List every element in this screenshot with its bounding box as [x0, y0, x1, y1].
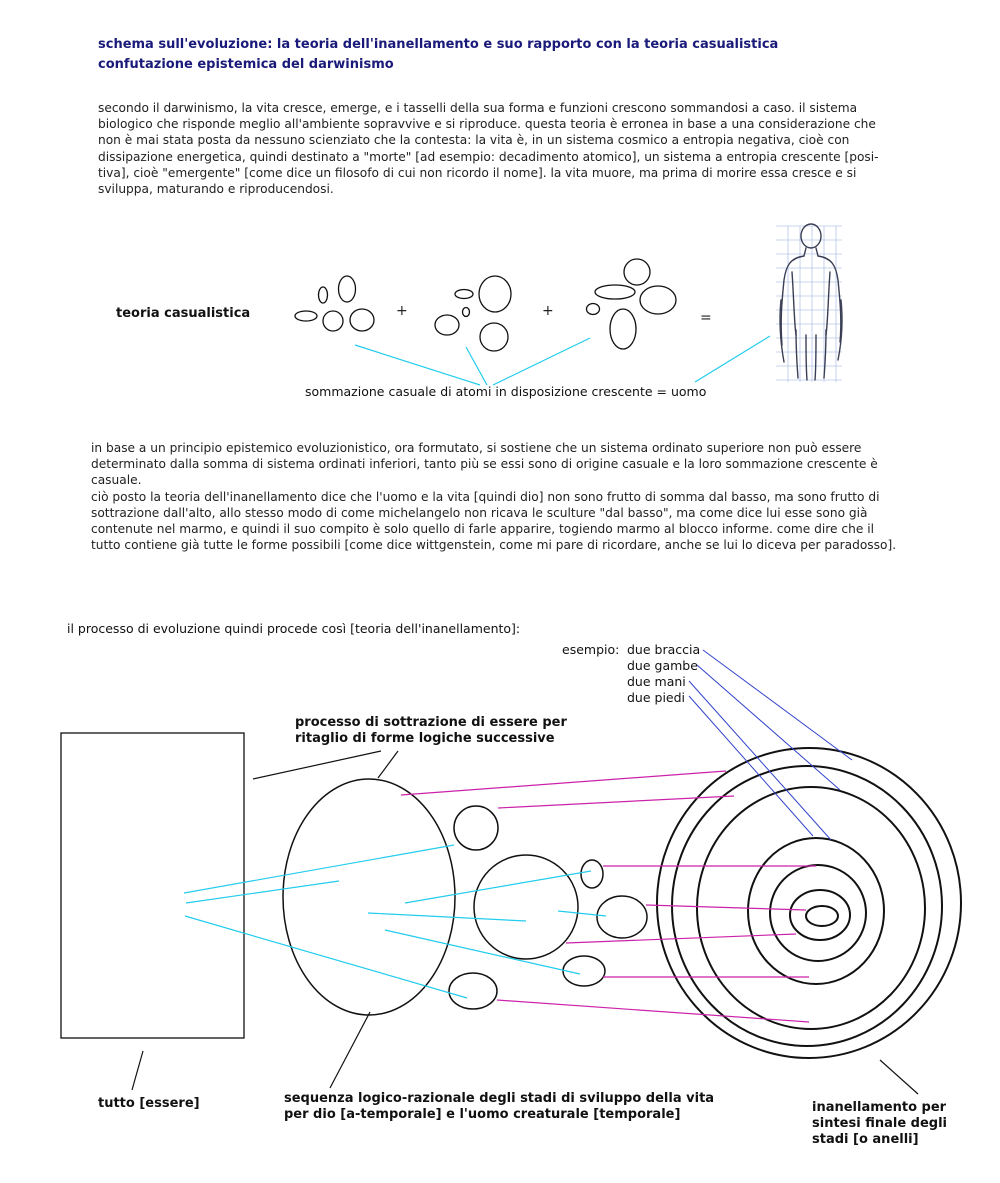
- casualistic-theory-label: teoria casualistica: [116, 306, 251, 321]
- concentric-rings: [657, 748, 961, 1058]
- process-intro: il processo di evoluzione quindi procede così [teoria dell'inanellamento]:: [67, 621, 521, 636]
- casualistic-caption: sommazione casuale di atomi in disposizione crescente = uomo: [305, 384, 707, 399]
- subtraction-label-line2: ritaglio di forme logiche successive: [295, 731, 555, 746]
- atom-group-1: [295, 276, 374, 331]
- intro-paragraph: secondo il darwinismo, la vita cresce, emerge, e i tasselli della sua forma e funzioni crescono sommandosi a caso. il sistema biologico che risponde meglio all'ambiente sopravvive e si riproduce. questa teoria è erronea in base a una considerazione che non è mai stata posta da nessuno scienziato che la contesta: la vita è, in un sistema cosmico a entropia negativa, cioè con dissipazione energetica, quindi destinato a "morte" [ad esempio: decadimento atomico], un sistema a entropia crescente [posi-tiva], cioè "emergente" [come dice un filosofo di cui non ricordo il nome]. la vita muore, ma prima di morire essa cresce e si sviluppa, maturando e riproducendosi.: [98, 101, 879, 197]
- plus-sign-1: +: [396, 303, 408, 319]
- human-figure-sketch: [776, 224, 842, 382]
- subtraction-lines: [184, 845, 606, 998]
- example-label: esempio:: [562, 642, 620, 657]
- ringing-label-line1: inanellamento per: [812, 1100, 947, 1115]
- casualistic-pointer-lines: [355, 336, 770, 385]
- subtraction-label-pointer-2: [378, 751, 398, 778]
- equals-sign: =: [700, 310, 712, 326]
- whole-being-block: [61, 733, 244, 1038]
- whole-being-label: tutto [essere]: [98, 1096, 200, 1111]
- sequence-label-pointer: [330, 1012, 370, 1088]
- atom-group-2: [435, 276, 511, 351]
- subtraction-label-line1: processo di sottrazione di essere per: [295, 715, 567, 730]
- example-two-legs: due gambe: [627, 658, 698, 673]
- example-two-hands: due mani: [627, 674, 686, 689]
- stage-ellipses: [283, 779, 647, 1015]
- subtraction-label-pointer: [253, 751, 381, 779]
- epistemic-principle-text: in base a un principio epistemico evoluzionistico, ora formutato, si sostiene che un sistema ordinato superiore non può essere determinato dalla somma di sistema ordinati inferiori, tanto più se essi sono di origine casuale e la loro sommazione crescente è casuale.: [91, 441, 878, 488]
- whole-label-pointer: [132, 1051, 143, 1090]
- example-two-feet: due piedi: [627, 690, 686, 705]
- example-lines: [689, 650, 852, 840]
- atom-group-3: [587, 259, 677, 349]
- diagram-subtitle: confutazione epistemica del darwinismo: [98, 57, 394, 72]
- ringing-label-pointer: [880, 1060, 918, 1094]
- ringing-label-line2: sintesi finale degli: [812, 1116, 948, 1131]
- sequence-label-line2: per dio [a-temporale] e l'uomo creaturale [temporale]: [284, 1107, 681, 1122]
- sequence-label-line1: sequenza logico-razionale degli stadi di sviluppo della vita: [284, 1091, 715, 1106]
- ringing-lines: [401, 771, 816, 1022]
- plus-sign-2: +: [542, 303, 554, 319]
- example-two-arms: due braccia: [627, 642, 701, 657]
- ringing-label-line3: stadi [o anelli]: [812, 1132, 919, 1147]
- diagram-title: schema sull'evoluzione: la teoria dell'inanellamento e suo rapporto con la teoria casualistica: [98, 37, 779, 52]
- ringing-theory-text: ciò posto la teoria dell'inanellamento dice che l'uomo e la vita [quindi dio] non sono frutto di somma dal basso, ma sono frutto di sottrazione dall'alto, allo stesso modo di come michelangelo non ricava le sculture "dal basso", ma come dice lui esse sono già contenute nel marmo, e quindi il suo compito è solo quello di farle apparire, togiendo marmo al blocco informe. come dire che il tutto contiene già tutte le forme possibili [come dice wittgenstein, come mi pare di ricordare, anche se lui lo diceva per paradosso].: [91, 489, 897, 553]
